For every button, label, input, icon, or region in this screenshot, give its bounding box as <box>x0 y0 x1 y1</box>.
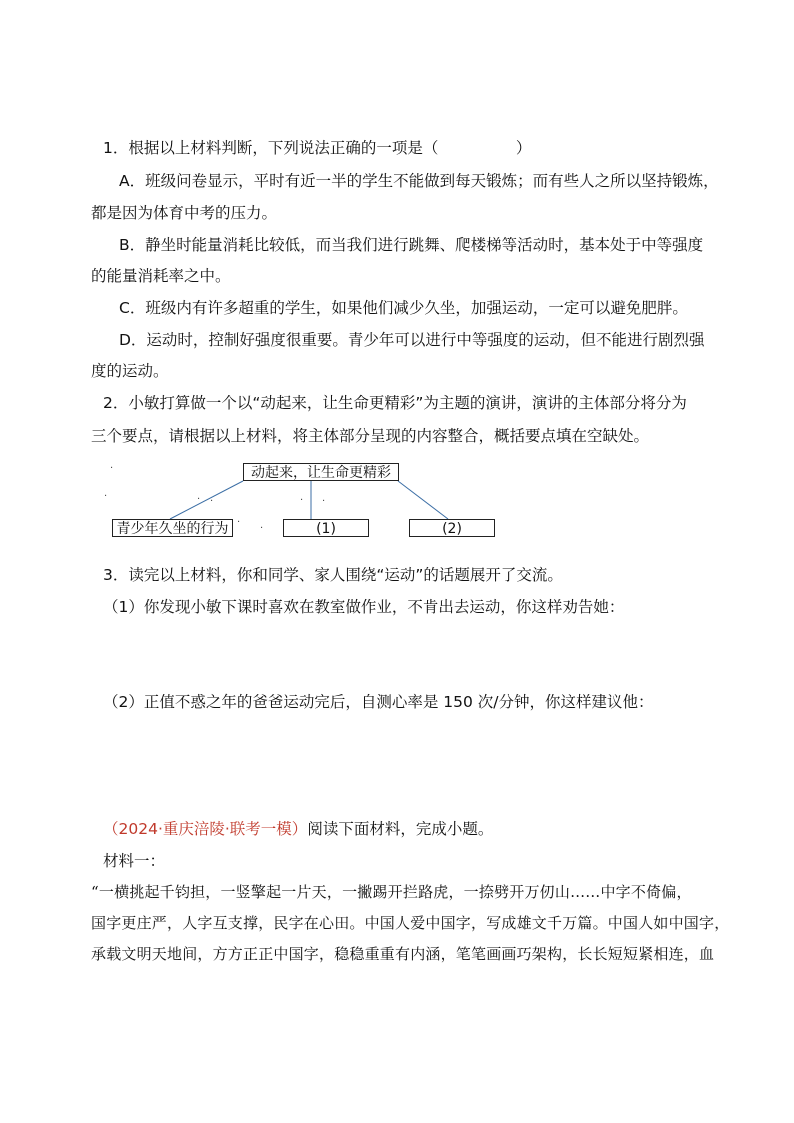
material-para-line: 承载文明天地间，方方正正中国字，稳稳重重有内涵，笔笔画画巧架构，长长短短紧相连，血 <box>91 945 715 963</box>
diagram-root-box: 动起来，让生命更精彩 <box>243 463 399 481</box>
source-tag: （2024·重庆涪陵·联考一模） <box>103 820 308 838</box>
stray-dot: · <box>197 494 201 505</box>
q1-option-b: B．静坐时能量消耗比较低，而当我们进行跳舞、爬楼梯等活动时，基本处于中等强度 <box>119 236 704 254</box>
diagram-child-mid[interactable]: (1) <box>283 519 369 537</box>
stray-dot: · <box>237 517 241 528</box>
stray-dot: · <box>322 496 326 507</box>
stray-dot: · <box>300 495 304 506</box>
q2-stem-cont: 三个要点，请根据以上材料，将主体部分呈现的内容整合，概括要点填在空缺处。 <box>91 427 650 445</box>
material-para-line: 国字更庄严，人字互支撑，民字在心田。中国人爱中国字，写成雄文千万篇。中国人如中国字， <box>91 914 730 932</box>
stray-dot: · <box>110 463 114 474</box>
q1-stem: 1．根据以上材料判断，下列说法正确的一项是（ ） <box>103 139 532 157</box>
q1-option-d-cont: 度的运动。 <box>91 362 169 380</box>
material-para-line: “一横挑起千钧担，一竖擎起一片天，一撇踢开拦路虎，一捺劈开万仞山……中字不倚偏， <box>91 883 692 901</box>
q2-stem: 2．小敏打算做一个以“动起来，让生命更精彩”为主题的演讲，演讲的主体部分将分为 <box>103 394 687 412</box>
material-label: 材料一： <box>103 852 166 870</box>
q1-option-b-cont: 的能量消耗率之中。 <box>91 267 231 285</box>
q1-option-a: A．班级问卷显示，平时有近一半的学生不能做到每天锻炼；而有些人之所以坚持锻炼， <box>119 172 719 190</box>
stray-dot: · <box>260 523 264 534</box>
stray-dot: · <box>210 496 214 507</box>
section-instruction: 阅读下面材料，完成小题。 <box>307 820 494 838</box>
q3-stem: 3．读完以上材料，你和同学、家人围绕“运动”的话题展开了交流。 <box>103 566 563 584</box>
diagram-child-left: 青少年久坐的行为 <box>112 519 233 537</box>
section-header <box>103 819 493 839</box>
diagram-child-right[interactable]: (2) <box>409 519 495 537</box>
stray-dot: · <box>104 491 108 502</box>
q3-sub1: （1）你发现小敏下课时喜欢在教室做作业，不肯出去运动，你这样劝告她： <box>103 598 625 616</box>
q3-sub2: （2）正值不惑之年的爸爸运动完后，自测心率是 150 次/分钟，你这样建议他： <box>103 693 654 711</box>
q1-option-d: D．运动时，控制好强度很重要。青少年可以进行中等强度的运动，但不能进行剧烈强 <box>119 331 705 349</box>
q1-option-c: C．班级内有许多超重的学生，如果他们减少久坐，加强运动，一定可以避免肥胖。 <box>119 299 688 317</box>
q1-option-a-cont: 都是因为体育中考的压力。 <box>91 204 278 222</box>
